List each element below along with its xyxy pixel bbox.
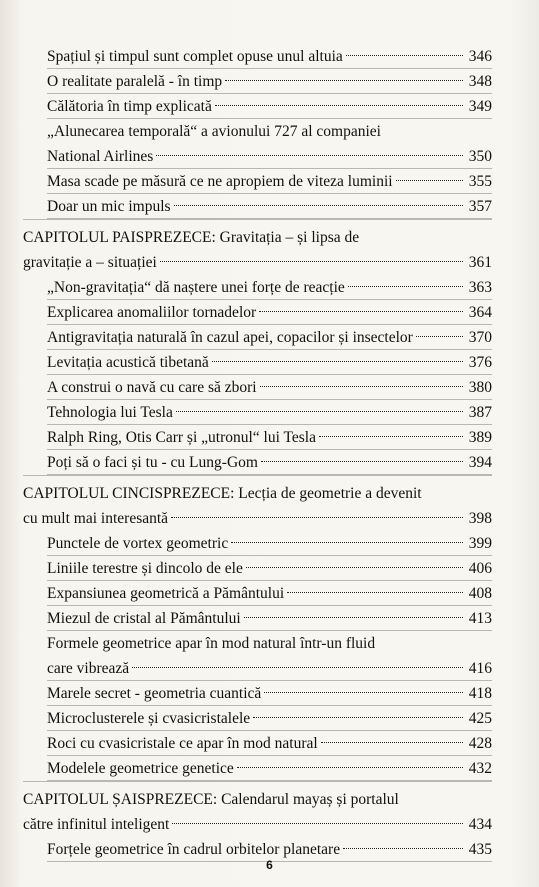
page-ref: 348: [468, 73, 492, 90]
page-ref: 357: [468, 198, 492, 215]
toc-entry[interactable]: [47, 94, 492, 119]
entry-title-line: Microclusterele și cvasicristalele: [47, 710, 251, 727]
dot-leader: [244, 617, 463, 618]
entry-title-line: Călătoria în timp explicată: [47, 98, 212, 115]
entry-title-line: Punctele de vortex geometric: [47, 535, 229, 552]
chapter-separator: [23, 781, 492, 782]
toc-entry[interactable]: [47, 581, 492, 606]
dot-leader: [237, 767, 463, 768]
entry-title-line: „Non-gravitația“ dă naștere unei forțe de reacție: [47, 279, 345, 296]
entry-title-line: Liniile terestre și dincolo de ele: [47, 560, 243, 577]
page-ref: 355: [468, 173, 492, 190]
toc-entry[interactable]: [47, 631, 492, 681]
page-ref: 428: [468, 735, 492, 752]
toc-entry[interactable]: [47, 556, 492, 581]
dot-leader: [264, 692, 463, 693]
dot-leader: [246, 567, 463, 568]
toc-entry[interactable]: [47, 350, 492, 375]
dot-leader: [160, 261, 463, 262]
dot-leader: [348, 286, 463, 287]
dot-leader: [261, 461, 463, 462]
page-ref: 432: [468, 760, 492, 777]
toc-entry[interactable]: [47, 400, 492, 425]
entry-title-line: Modelele geometrice genetice: [47, 760, 234, 777]
toc-entry[interactable]: [47, 606, 492, 631]
entry-title-line: Spațiul și timpul sunt complet opuse unul altuia: [47, 48, 343, 65]
entry-title-line: Ralph Ring, Otis Carr și „utronul“ lui Tesla: [47, 429, 316, 446]
entry-title-line: O realitate paralelă - în timp: [47, 73, 223, 90]
dot-leader: [132, 667, 463, 668]
toc-entry[interactable]: [47, 706, 492, 731]
dot-leader: [346, 55, 463, 56]
dot-leader: [260, 386, 463, 387]
toc-entry[interactable]: [47, 375, 492, 400]
dot-leader: [231, 542, 463, 543]
toc-entry[interactable]: [47, 731, 492, 756]
toc-entry[interactable]: [47, 44, 492, 69]
entry-title-line: Levitația acustică tibetană: [47, 354, 209, 371]
entry-title-line: care vibrează: [47, 660, 130, 677]
chapter-title-line: către infinitul inteligent: [23, 816, 170, 833]
entry-title-line: Marele secret - geometria cuantică: [47, 685, 262, 702]
page-ref: 361: [468, 254, 492, 271]
page-ref: 435: [468, 841, 492, 858]
dot-leader: [171, 517, 463, 518]
entry-title-line: Doar un mic impuls: [47, 198, 171, 215]
page-ref: 370: [468, 329, 492, 346]
toc-chapter-entry[interactable]: [23, 787, 492, 837]
dot-leader: [176, 411, 463, 412]
dot-leader: [215, 105, 463, 106]
page-ref: 350: [468, 148, 492, 165]
entry-title-line: „Alunecarea temporală“ a avionului 727 al companiei: [47, 123, 381, 140]
chapter-title-line: gravitație a – situației: [23, 254, 157, 271]
toc-entry[interactable]: [47, 450, 492, 475]
toc-entry[interactable]: [47, 531, 492, 556]
chapter-title-line: CAPITOLUL PAISPREZECE: Gravitația – și lipsa de: [23, 229, 360, 246]
dot-leader: [174, 205, 463, 206]
chapter-title-line: CAPITOLUL ȘAISPREZECE: Calendarul mayaș și portalul: [23, 791, 399, 808]
page-ref: 380: [468, 379, 492, 396]
dot-leader: [343, 848, 463, 849]
toc-entry[interactable]: [47, 425, 492, 450]
entry-title-line: Masa scade pe măsură ce ne apropiem de viteza luminii: [47, 173, 393, 190]
dot-leader: [287, 592, 463, 593]
chapter-separator: [23, 219, 492, 220]
entry-title-line: Forțele geometrice în cadrul orbitelor planetare: [47, 841, 341, 858]
entry-title-line: Explicarea anomaliilor tornadelor: [47, 304, 257, 321]
page-ref: 389: [468, 429, 492, 446]
page-ref: 394: [468, 454, 492, 471]
page-ref: 398: [468, 510, 492, 527]
page-ref: 387: [468, 404, 492, 421]
dot-leader: [319, 436, 463, 437]
page-ref: 349: [468, 98, 492, 115]
dot-leader: [172, 823, 463, 824]
page-ref: 399: [468, 535, 492, 552]
entry-title-line: Antigravitația naturală în cazul apei, copacilor și insectelor: [47, 329, 413, 346]
page-ref: 346: [468, 48, 492, 65]
dot-leader: [321, 742, 463, 743]
page-ref: 413: [468, 610, 492, 627]
page-ref: 434: [468, 816, 492, 833]
entry-title-line: Expansiunea geometrică a Pământului: [47, 585, 285, 602]
dot-leader: [253, 717, 463, 718]
dot-leader: [416, 336, 463, 337]
page-ref: 406: [468, 560, 492, 577]
entry-title-line: National Airlines: [47, 148, 154, 165]
dot-leader: [259, 311, 463, 312]
entry-title-line: Poți să o faci și tu - cu Lung-Gom: [47, 454, 258, 471]
toc-entry[interactable]: [47, 275, 492, 300]
page-number: 6: [266, 858, 273, 872]
page-ref: 376: [468, 354, 492, 371]
toc-chapter-entry[interactable]: [23, 225, 492, 275]
toc-entry[interactable]: [47, 325, 492, 350]
toc-entry[interactable]: [47, 756, 492, 781]
toc-chapter-entry[interactable]: [23, 481, 492, 531]
dot-leader: [156, 155, 463, 156]
page-ref: 364: [468, 304, 492, 321]
entry-title-line: Tehnologia lui Tesla: [47, 404, 173, 421]
chapter-title-line: CAPITOLUL CINCISPREZECE: Lecția de geometrie a devenit: [23, 485, 422, 502]
toc-entry[interactable]: [47, 300, 492, 325]
chapter-title-line: cu mult mai interesantă: [23, 510, 169, 527]
dot-leader: [225, 80, 463, 81]
toc-entry[interactable]: [47, 169, 492, 194]
toc-entry[interactable]: [47, 69, 492, 94]
page-ref: 425: [468, 710, 492, 727]
page-ref: 418: [468, 685, 492, 702]
page-ref: 416: [468, 660, 492, 677]
chapter-separator: [23, 475, 492, 476]
toc-entry[interactable]: [47, 194, 492, 219]
page-ref: 408: [468, 585, 492, 602]
toc-entry[interactable]: [47, 681, 492, 706]
dot-leader: [212, 361, 463, 362]
entry-title-line: Miezul de cristal al Pământului: [47, 610, 241, 627]
entry-title-line: Formele geometrice apar în mod natural într-un fluid: [47, 635, 376, 652]
entry-title-line: A construi o navă cu care să zbori: [47, 379, 257, 396]
toc-entry[interactable]: [47, 119, 492, 169]
entry-title-line: Roci cu cvasicristale ce apar în mod natural: [47, 735, 318, 752]
dot-leader: [396, 180, 463, 181]
page-ref: 363: [468, 279, 492, 296]
